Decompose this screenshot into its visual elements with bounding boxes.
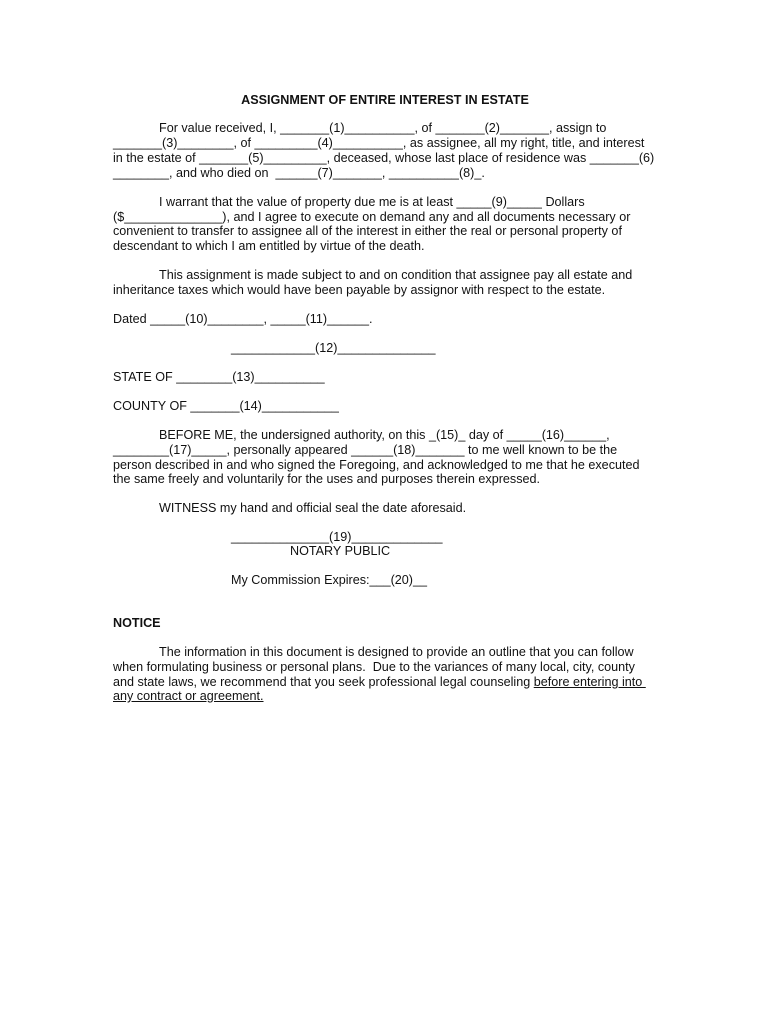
para1-line: _______(3)________, of _________(4)__________, as assignee, all my right, title, and interest — [113, 136, 645, 150]
notary-public-label: NOTARY PUBLIC — [290, 544, 391, 558]
document-title: ASSIGNMENT OF ENTIRE INTEREST IN ESTATE — [241, 93, 529, 107]
para1-line: ________, and who died on ______(7)_______, __________(8)_. — [113, 166, 485, 180]
witness-line: WITNESS my hand and official seal the date aforesaid. — [159, 501, 467, 515]
para4-line: person described in and who signed the Foregoing, and acknowledged to me that he executed — [113, 458, 640, 472]
para3-line: This assignment is made subject to and on condition that assignee pay all estate and — [159, 268, 633, 282]
para2-line: descendant to which I am entitled by virtue of the death. — [113, 239, 425, 253]
county-of-line: COUNTY OF _______(14)___________ — [113, 399, 339, 413]
signature-line-12: ____________(12)______________ — [231, 341, 436, 355]
dated-line: Dated _____(10)________, _____(11)______. — [113, 312, 373, 326]
para2-line: convenient to transfer to assignee all of the interest in either the real or personal property of — [113, 224, 622, 238]
notice-heading: NOTICE — [113, 616, 161, 630]
para3-line: inheritance taxes which would have been payable by assignor with respect to the estate. — [113, 283, 606, 297]
para2-line: ($______________), and I agree to execute on demand any and all documents necessary or — [113, 210, 631, 224]
para2-line: I warrant that the value of property due me is at least _____(9)_____ Dollars — [159, 195, 585, 209]
notice-underlined-text: before entering into — [533, 675, 646, 689]
para1-line: For value received, I, _______(1)__________, of _______(2)_______, assign to — [159, 121, 607, 135]
para4-line: the same freely and voluntarily for the uses and purposes therein expressed. — [113, 472, 541, 486]
notice-underlined-line: any contract or agreement. — [113, 689, 264, 703]
state-of-line: STATE OF ________(13)__________ — [113, 370, 325, 384]
signature-line-19: ______________(19)_____________ — [231, 530, 443, 544]
notice-line — [113, 675, 646, 690]
notice-line: The information in this document is designed to provide an outline that you can follow — [159, 645, 634, 659]
commission-expires-line: My Commission Expires:___(20)__ — [231, 573, 427, 587]
notice-line: when formulating business or personal plans. Due to the variances of many local, city, county — [113, 660, 635, 674]
para1-line: in the estate of _______(5)_________, deceased, whose last place of residence was _______(6) — [113, 151, 655, 165]
para4-line: ________(17)_____, personally appeared ______(18)_______ to me well known to be the — [113, 443, 618, 457]
para4-line: BEFORE ME, the undersigned authority, on this _(15)_ day of _____(16)______, — [159, 428, 610, 442]
notice-text: and state laws, we recommend that you seek professional legal counseling — [113, 675, 534, 689]
